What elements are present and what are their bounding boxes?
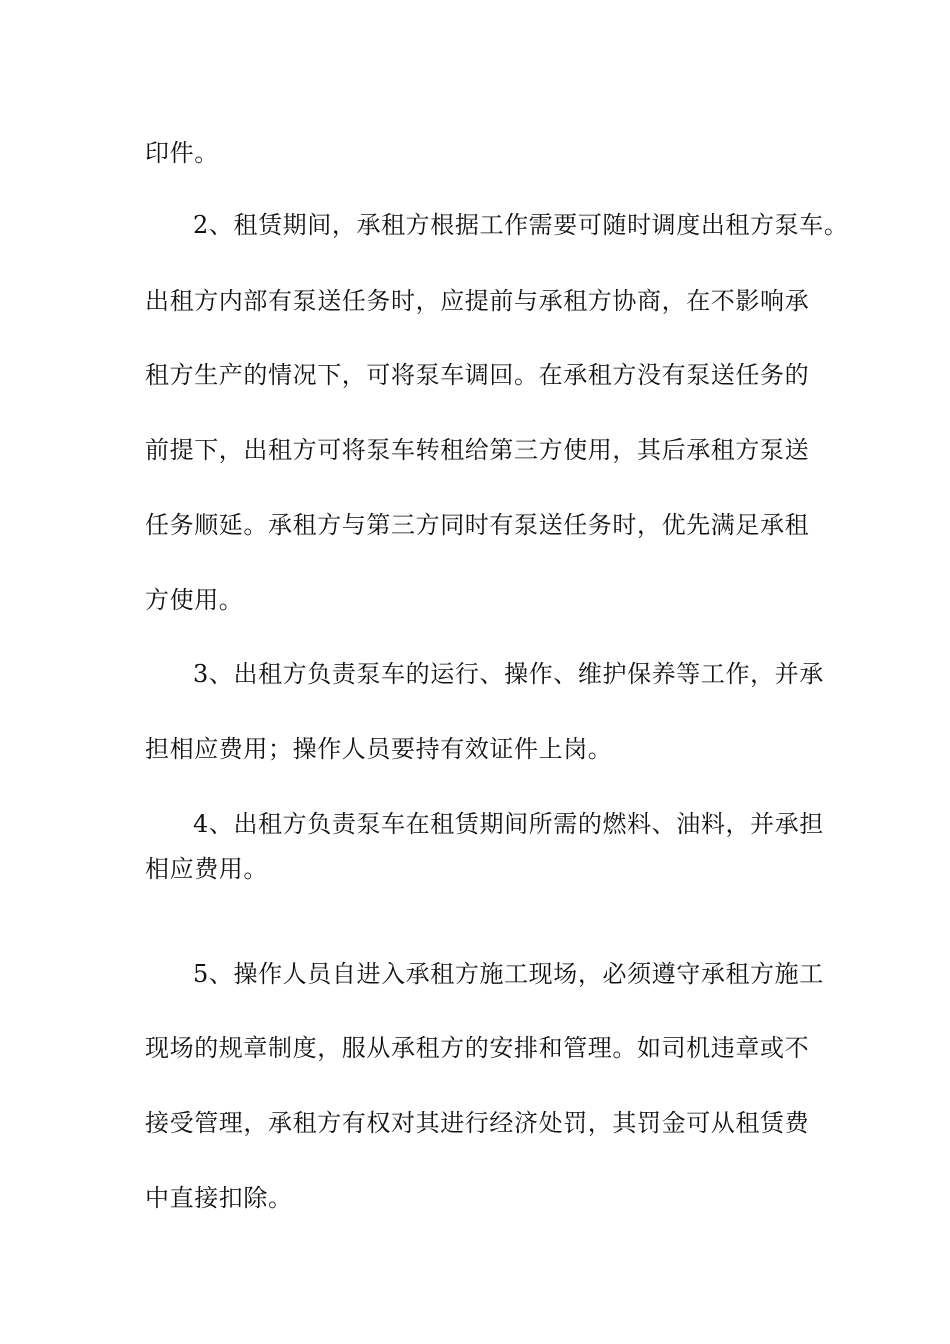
text-line: 租方生产的情况下，可将泵车调回。在承租方没有泵送任务的 <box>145 361 810 389</box>
text-line: 3、出租方负责泵车的运行、操作、维护保养等工作，并承 <box>193 660 824 688</box>
text-line: 任务顺延。承租方与第三方同时有泵送任务时，优先满足承租 <box>145 511 810 539</box>
text-line: 方使用。 <box>145 586 244 614</box>
text-line: 4、出租方负责泵车在租赁期间所需的燃料、油料，并承担 <box>193 810 824 838</box>
text-line: 担相应费用；操作人员要持有效证件上岗。 <box>145 735 613 763</box>
text-line: 2、租赁期间，承租方根据工作需要可随时调度出租方泵车。 <box>193 211 849 239</box>
text-line: 现场的规章制度，服从承租方的安排和管理。如司机违章或不 <box>145 1034 810 1062</box>
text-line: 前提下，出租方可将泵车转租给第三方使用，其后承租方泵送 <box>145 436 810 464</box>
text-line: 5、操作人员自进入承租方施工现场，必须遵守承租方施工 <box>193 960 824 988</box>
text-line: 印件。 <box>145 139 219 167</box>
text-line: 相应费用。 <box>145 855 268 883</box>
text-line: 出租方内部有泵送任务时，应提前与承租方协商，在不影响承 <box>145 287 810 315</box>
text-line: 接受管理，承租方有权对其进行经济处罚，其罚金可从租赁费 <box>145 1109 810 1137</box>
text-line: 中直接扣除。 <box>145 1184 293 1212</box>
